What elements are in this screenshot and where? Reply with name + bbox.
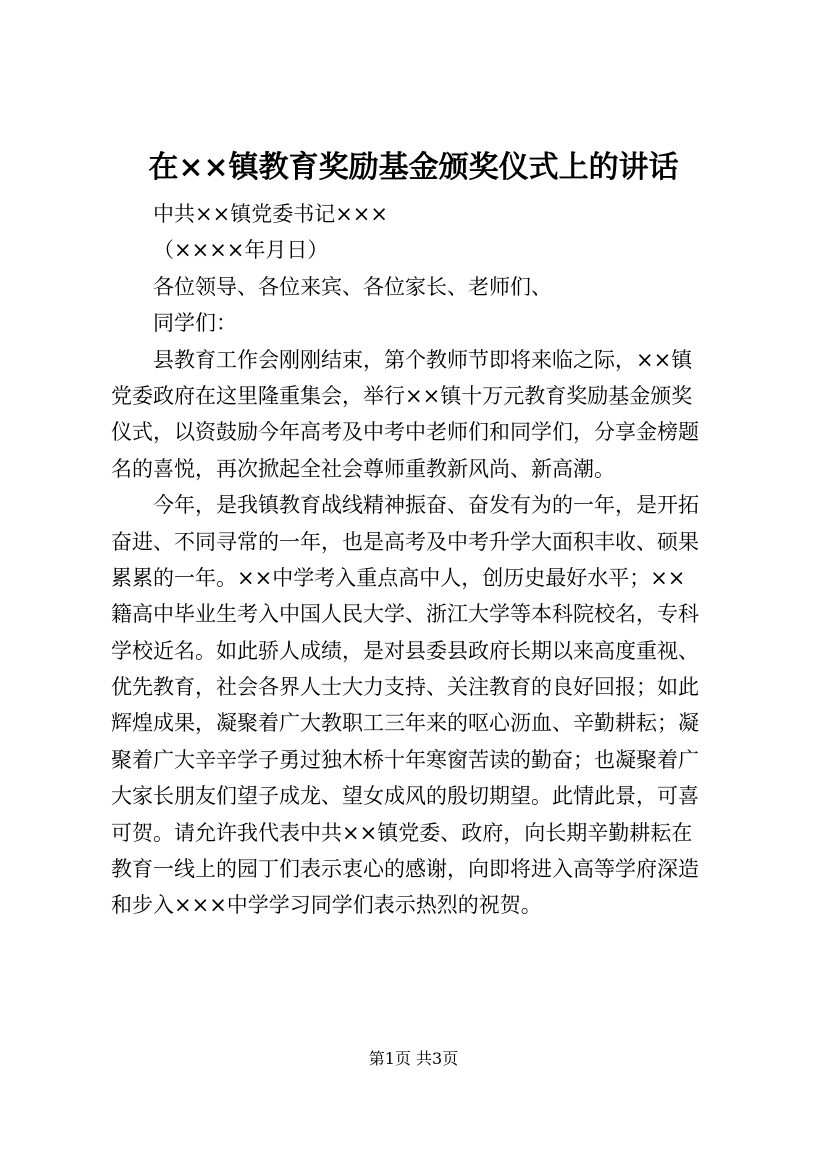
paragraph-line: 籍高中毕业生考入中国人民大学、浙江大学等本科院校名，专科 [111,602,699,627]
paragraph-line: 辉煌成果，凝聚着广大教职工三年来的呕心沥血、辛勤耕耘；凝 [111,711,699,736]
paragraph-line: 累累的一年。××中学考入重点高中人，创历史最好水平；×× [111,565,686,590]
page-number: 第1页 共3页 [368,1049,459,1068]
paragraph-line: 仪式，以资鼓励今年高考及中考中老师们和同学们，分享金榜题 [111,420,699,445]
paragraph-line: 名的喜悦，再次掀起全社会尊师重教新风尚、新高潮。 [111,456,615,481]
paragraph-line: 学校近名。如此骄人成绩，是对县委县政府长期以来高度重视、 [111,638,699,663]
page-footer [0,1047,827,1071]
salutation-line: 同学们： [153,311,237,336]
document-title: 在××镇教育奖励基金颁奖仪式上的讲话 [148,150,679,185]
salutation-line: 各位领导、各位来宾、各位家长、老师们、 [153,274,552,299]
paragraph-line: 教育一线上的园丁们表示衷心的感谢，向即将进入高等学府深造 [111,857,699,882]
author-line: 中共××镇党委书记××× [153,202,388,226]
paragraph-line: 党委政府在这里隆重集会，举行××镇十万元教育奖励基金颁奖 [111,383,693,408]
paragraph-line: 奋进、不同寻常的一年，也是高考及中考升学大面积丰收、硕果 [111,529,699,554]
paragraph-line: 今年，是我镇教育战线精神振奋、奋发有为的一年，是开拓 [153,493,699,518]
paragraph-line: 可贺。请允许我代表中共××镇党委、政府，向长期辛勤耕耘在 [111,820,693,845]
paragraph-line: 优先教育，社会各界人士大力支持、关注教育的良好回报；如此 [111,675,699,700]
paragraph-line: 和步入×××中学学习同学们表示热烈的祝贺。 [111,893,542,918]
paragraph-line: 县教育工作会刚刚结束，第个教师节即将来临之际，××镇 [153,347,693,372]
document-body [111,196,731,924]
paragraph-line: 大家长朋友们望子成龙、望女成风的殷切期望。此情此景，可喜 [111,784,699,809]
paragraph-line: 聚着广大辛辛学子勇过独木桥十年寒窗苦读的勤奋；也凝聚着广 [111,747,699,772]
date-line: （××××年月日） [153,238,329,263]
